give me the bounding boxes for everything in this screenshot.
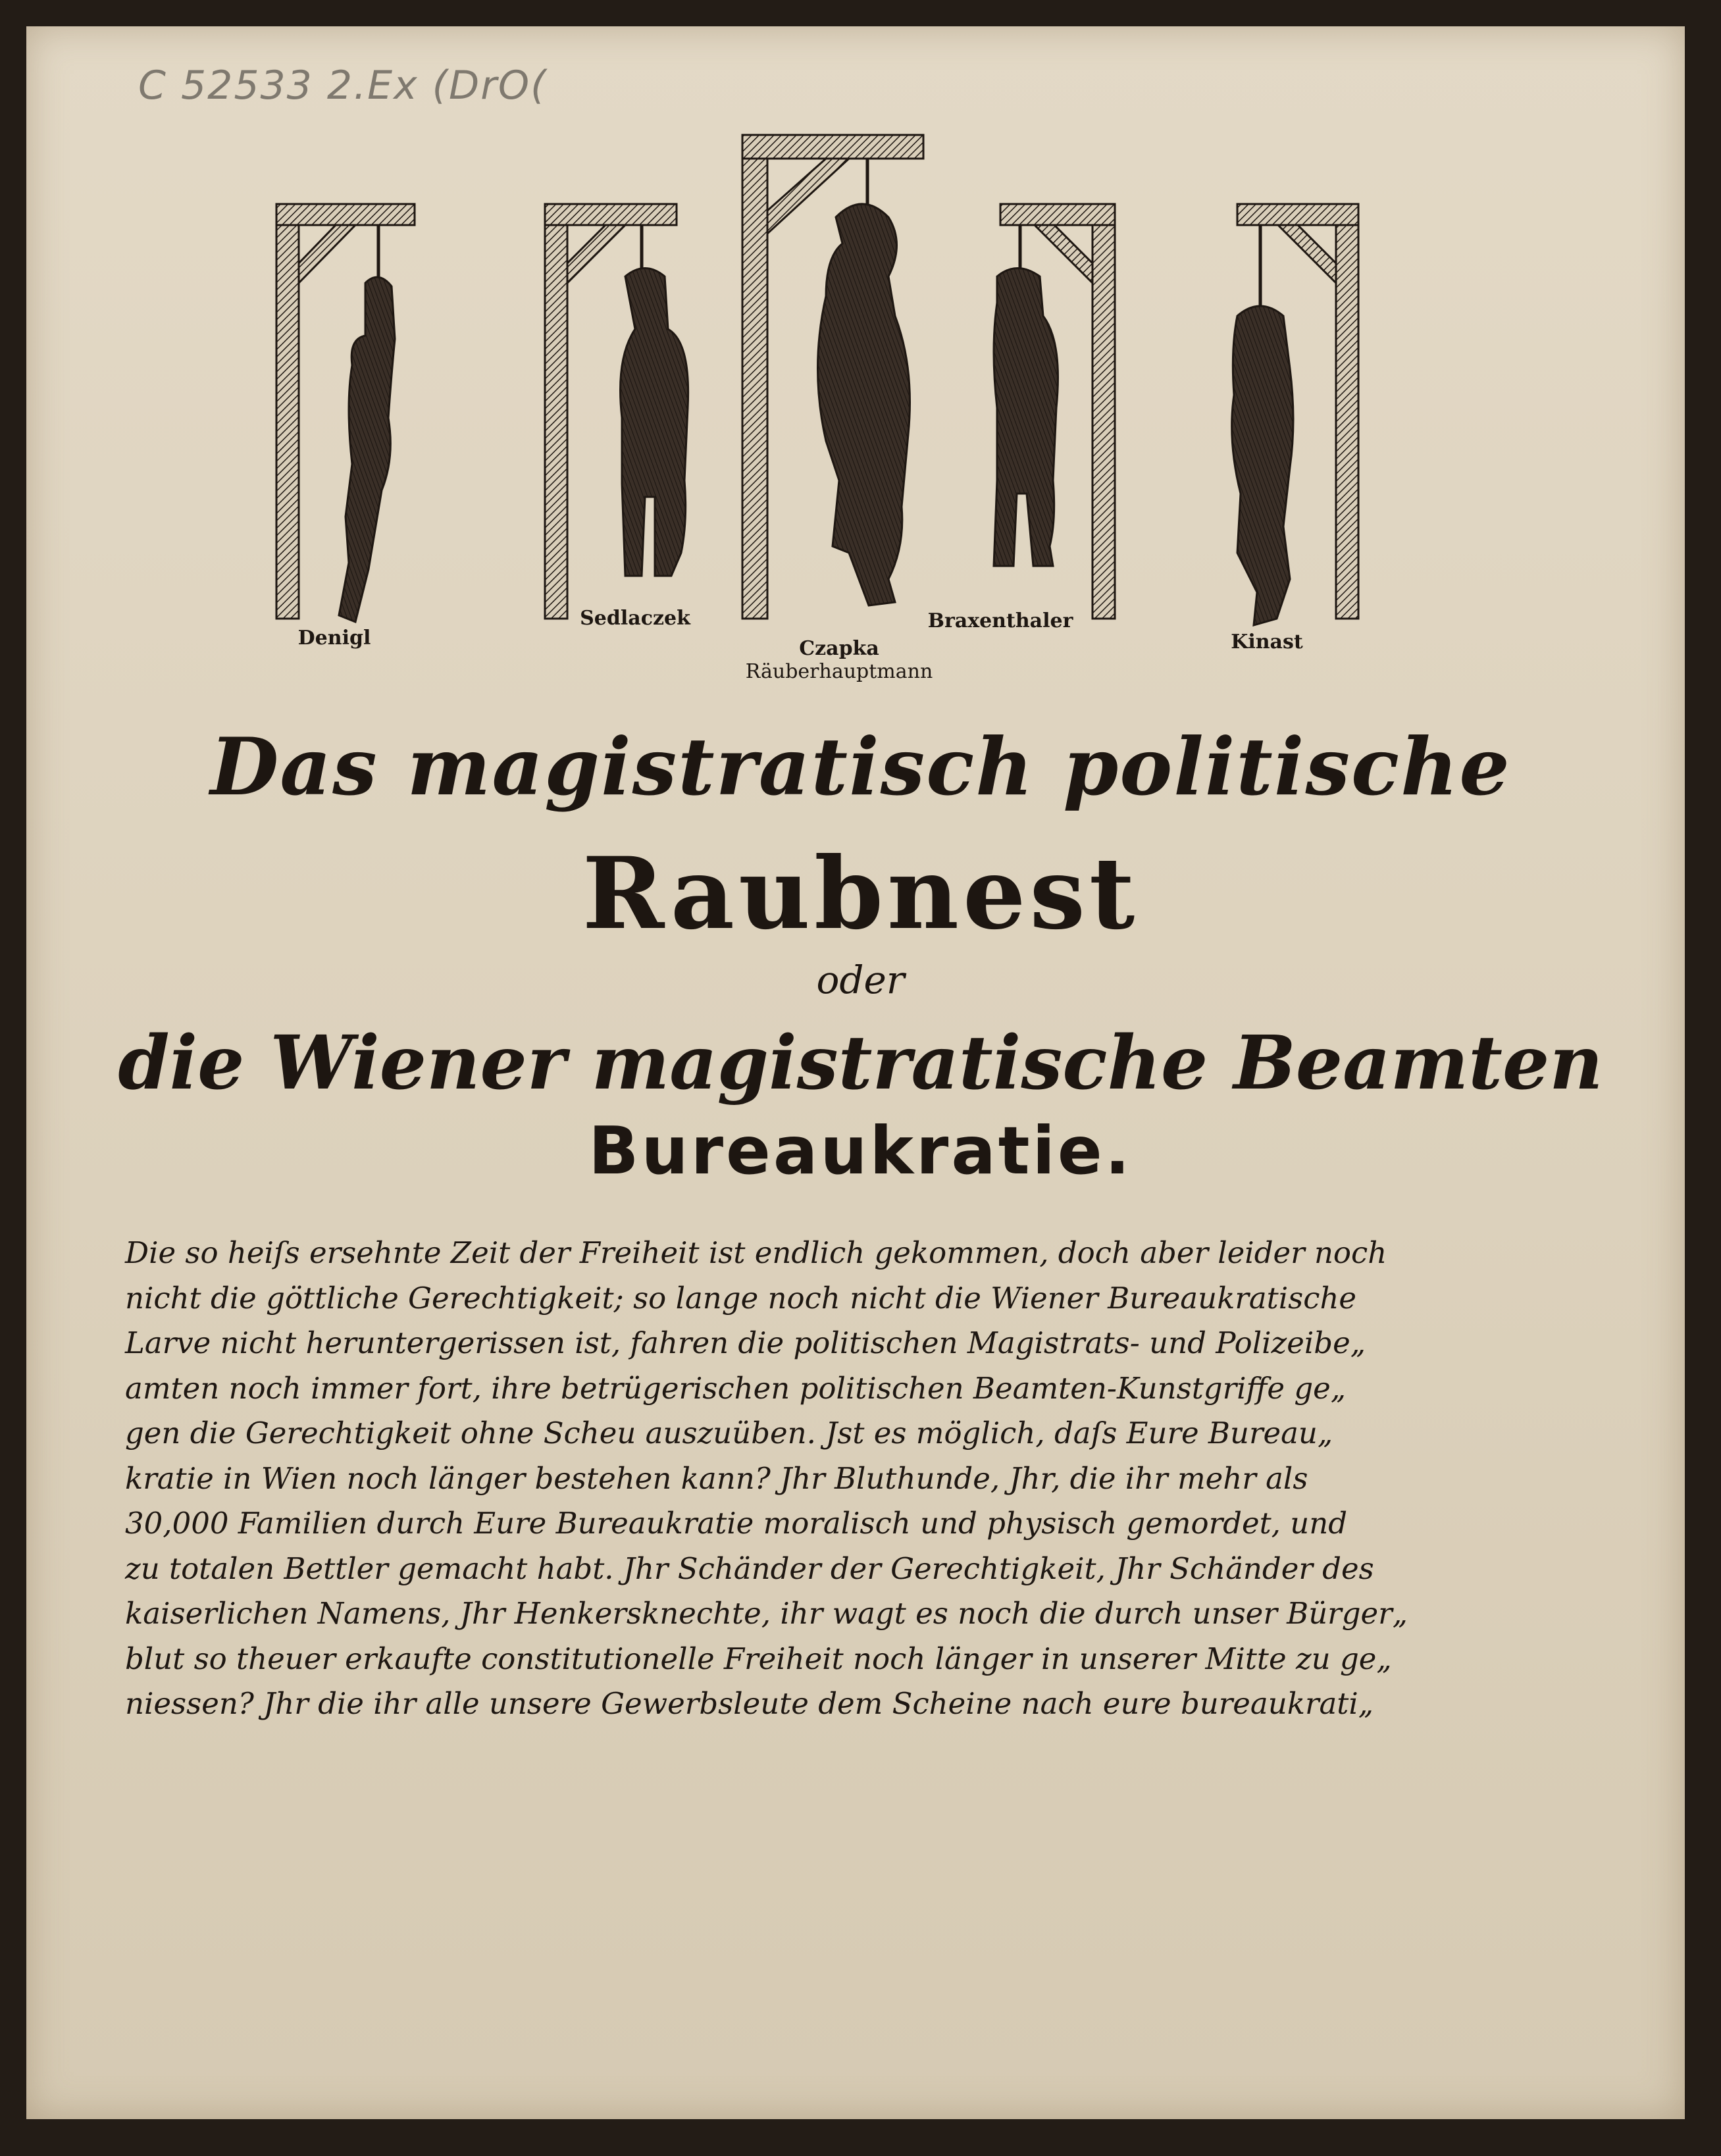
title-line-2: Raubnest	[582, 836, 1139, 952]
figure-subtitle-czapka: Räuberhauptmann	[745, 660, 933, 683]
body-line: Larve nicht heruntergerissen ist, fahren die politischen Magistrats- und Polizeibe„	[125, 1325, 1366, 1360]
figure-label-denigl: Denigl	[297, 627, 371, 650]
body-line: nicht die göttliche Gerechtigkeit; so lange noch nicht die Wiener Bureaukratische	[125, 1280, 1357, 1316]
body-line: Die so heiſs ersehnte Zeit der Freiheit ist endlich gekommen, doch aber leider noch	[125, 1235, 1387, 1270]
body-line: zu totalen Bettler gemacht habt. Jhr Schänder der Gerechtigkeit, Jhr Schänder des	[125, 1551, 1374, 1586]
body-paragraph	[125, 1231, 1481, 1727]
title-line-1: Das magistratisch politische	[210, 721, 1511, 813]
figure-label-sedlaczek: Sedlaczek	[580, 607, 690, 630]
body-line: gen die Gerechtigkeit ohne Scheu auszuüben. Jst es möglich, daſs Eure Bureau„	[125, 1416, 1333, 1450]
title-line-5: Bureaukratie.	[588, 1112, 1133, 1189]
gallows-braxenthaler	[994, 204, 1115, 619]
body-line: kratie in Wien noch länger bestehen kann? Jhr Bluthunde, Jhr, die ihr mehr als	[125, 1460, 1308, 1496]
body-line: niessen? Jhr die ihr alle unsere Gewerbsleute dem Scheine nach eure bureaukrati„	[125, 1686, 1374, 1721]
body-line: blut so theuer erkaufte constitutionelle Freiheit noch länger in unserer Mitte zu ge„	[125, 1641, 1392, 1676]
body-line: 30,000 Familien durch Eure Bureaukratie moralisch und physisch gemordet, und	[125, 1506, 1348, 1541]
gallows-kinast	[1232, 204, 1358, 625]
figure-label-kinast: Kinast	[1231, 630, 1303, 654]
gallows-sedlaczek	[545, 204, 688, 619]
body-line: amten noch immer fort, ihre betrügerischen politischen Beamten-Kunstgriffe ge„	[125, 1370, 1347, 1406]
archive-handwritten-mark: C 52533 2.Ex (DrO(	[138, 63, 548, 109]
gallows-denigl	[276, 204, 415, 622]
title-line-3: oder	[816, 958, 905, 1002]
body-line: kaiserlichen Namens, Jhr Henkersknechte, ihr wagt es noch die durch unser Bürger„	[125, 1596, 1408, 1631]
figure-label-czapka: Czapka	[799, 637, 879, 660]
figure-label-braxenthaler: Braxenthaler	[927, 609, 1073, 632]
title-line-4: die Wiener magistratische Beamten	[118, 1020, 1603, 1106]
gallows-czapka	[742, 135, 923, 619]
